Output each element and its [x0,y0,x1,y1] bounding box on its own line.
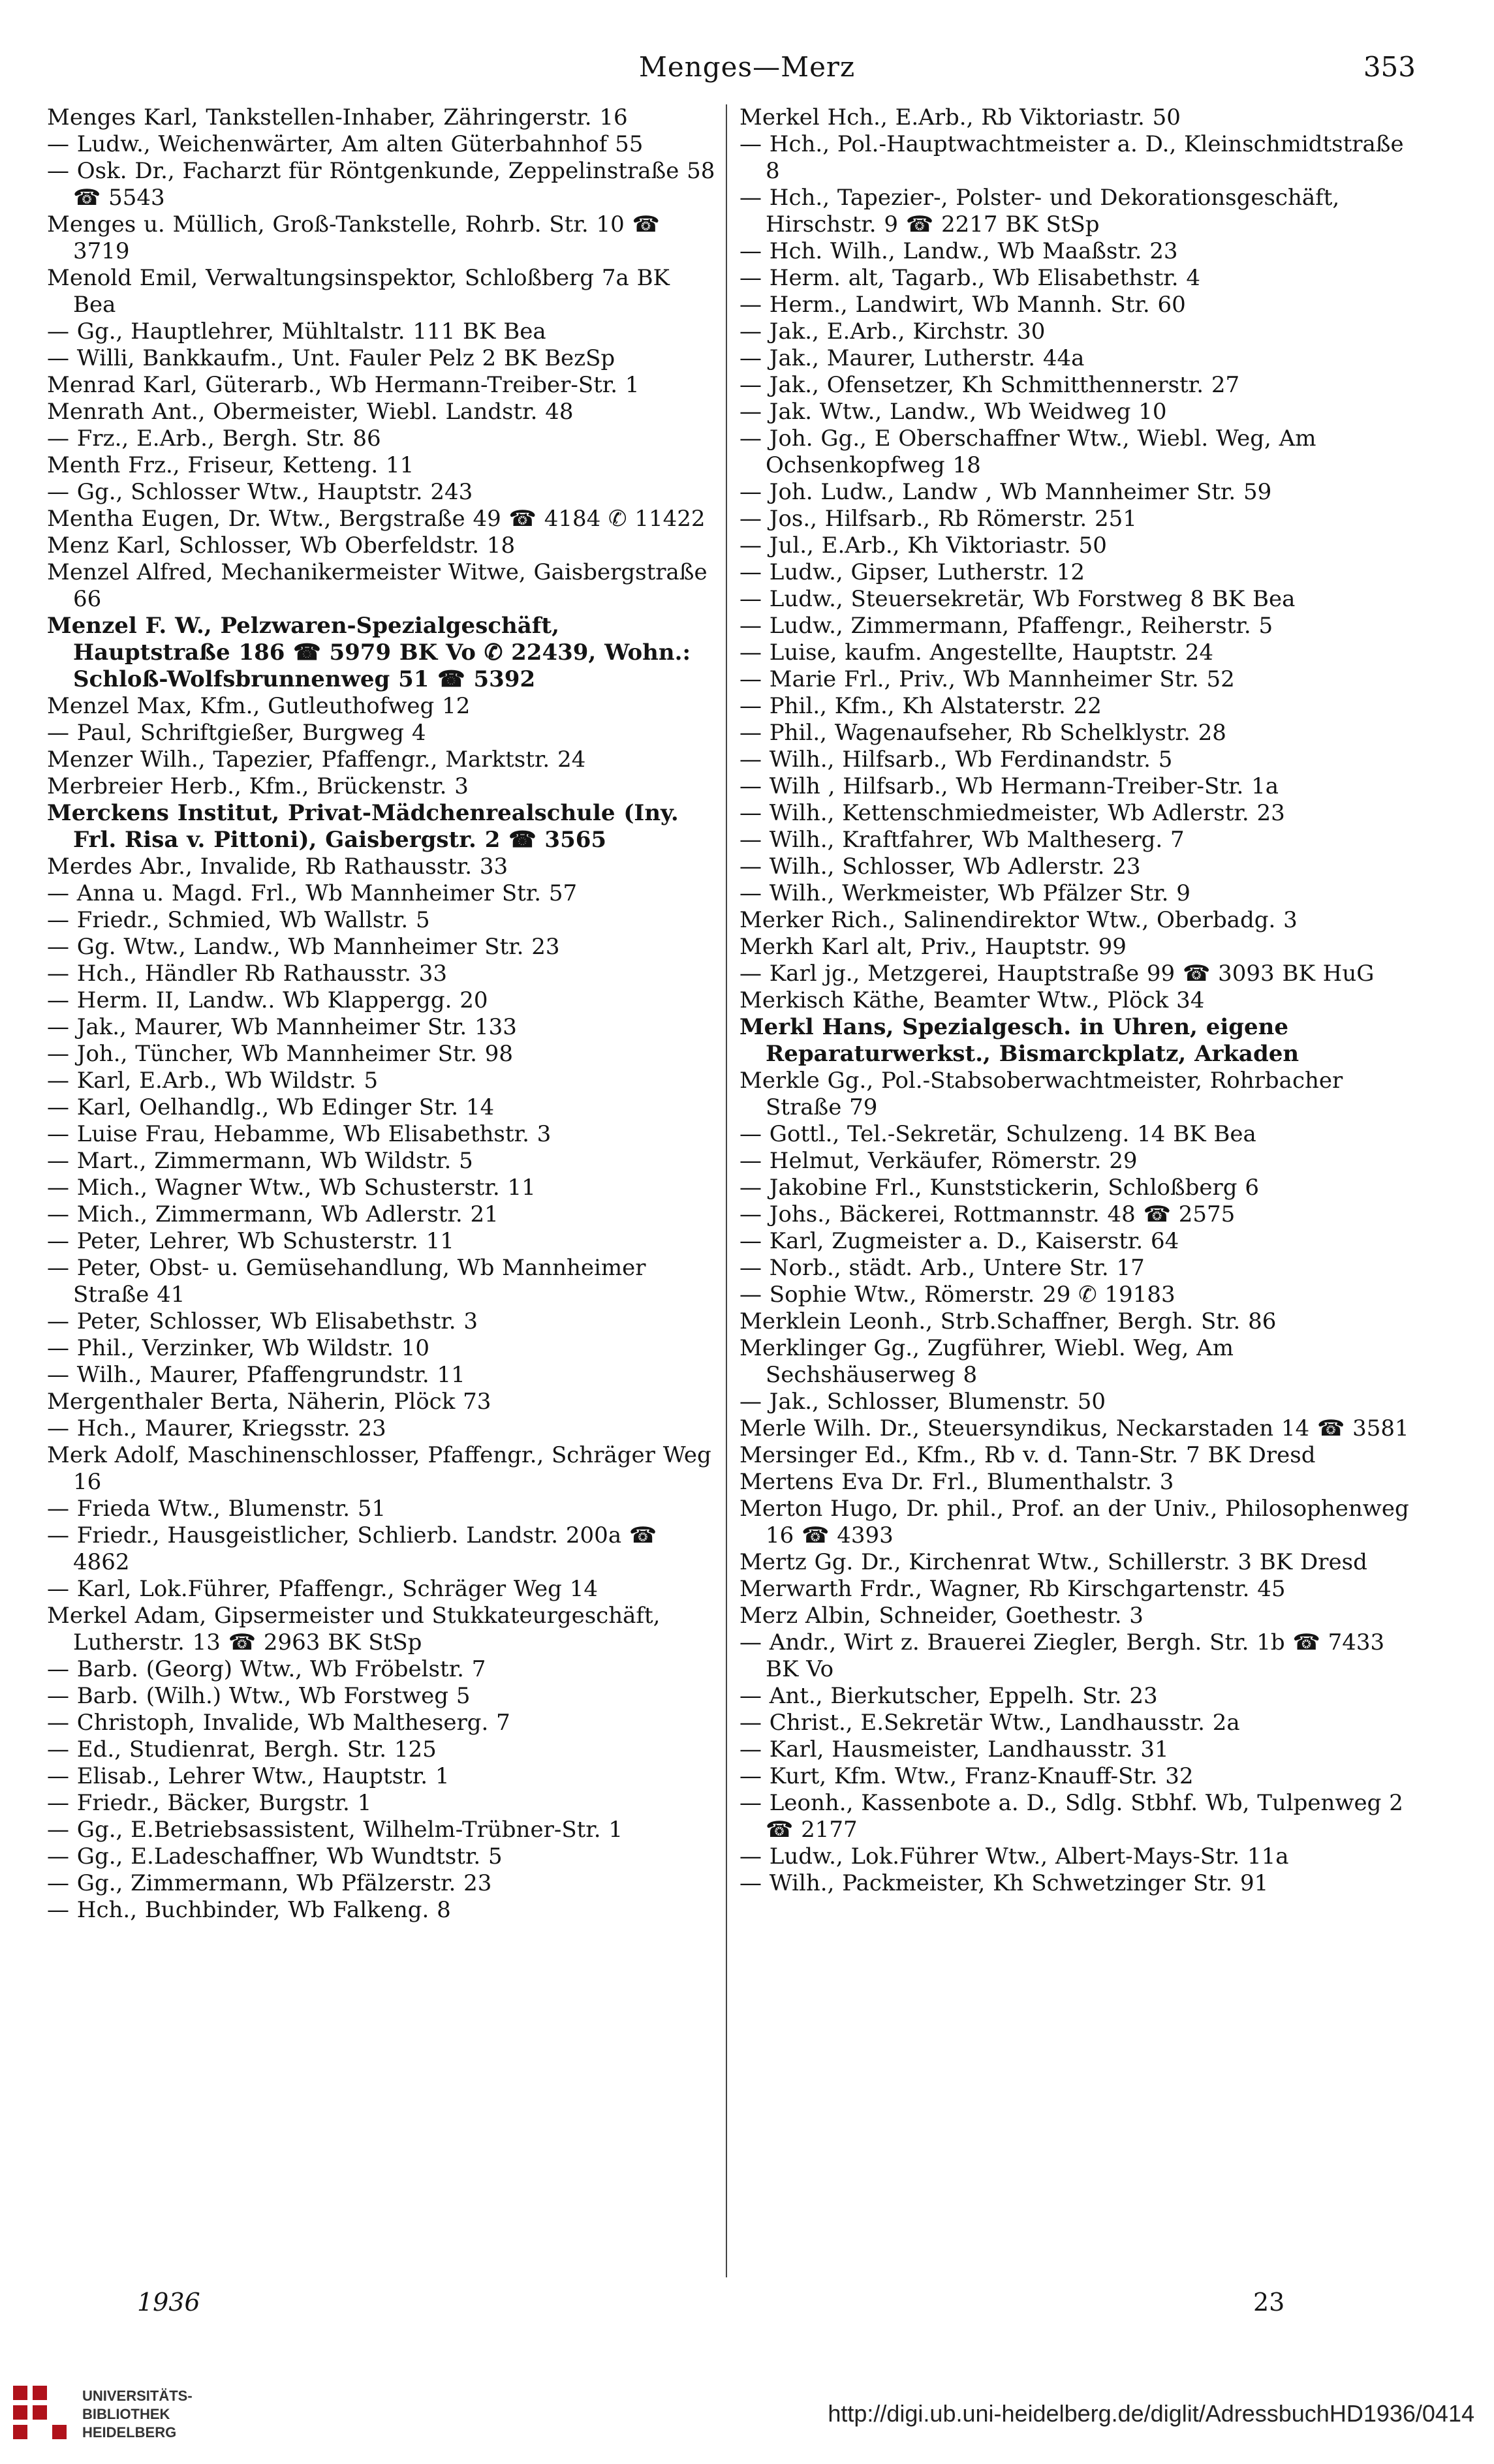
directory-entry: — Helmut, Verkäufer, Römerstr. 29 [739,1148,1138,1174]
directory-entry: Menth Frz., Friseur, Ketteng. 11 [47,452,414,478]
directory-entry: — Herm., Landwirt, Wb Mannh. Str. 60 [739,292,1186,318]
directory-entry: — Paul, Schriftgießer, Burgweg 4 [47,720,426,746]
directory-entry: Merkisch Käthe, Beamter Wtw., Plöck 34 [739,987,1205,1013]
directory-entry: — Wilh., Kraftfahrer, Wb Maltheserg. 7 [739,827,1185,853]
directory-entry: Mertz Gg. Dr., Kirchenrat Wtw., Schillerstr. 3 BK Dresd [739,1549,1367,1575]
directory-entry: — Ludw., Lok.Führer Wtw., Albert-Mays-Str. 11a [739,1843,1289,1870]
library-line-2: BIBLIOTHEK [82,2406,170,2422]
directory-entry: — Sophie Wtw., Römerstr. 29 ✆ 19183 [739,1282,1175,1308]
directory-entry: Merkle Gg., Pol.-Stabsoberwachtmeister, Rohrbacher Straße 79 [739,1068,1343,1120]
directory-entry: Mertens Eva Dr. Frl., Blumenthalstr. 3 [739,1469,1174,1495]
directory-entry: — Ludw., Steuersekretär, Wb Forstweg 8 BK Bea [739,586,1296,612]
directory-entry: — Karl, Hausmeister, Landhausstr. 31 [739,1736,1169,1763]
directory-entry: Menz Karl, Schlosser, Wb Oberfeldstr. 18 [47,532,516,559]
directory-entry: — Friedr., Schmied, Wb Wallstr. 5 [47,907,430,933]
directory-entry: — Herm. II, Landw.. Wb Klappergg. 20 [47,987,488,1013]
directory-entry: — Christoph, Invalide, Wb Maltheserg. 7 [47,1710,510,1736]
directory-entry: — Frieda Wtw., Blumenstr. 51 [47,1496,386,1522]
page-number: 353 [1363,51,1416,83]
directory-entry: — Leonh., Kassenbote a. D., Sdlg. Stbhf. Wb, Tulpenweg 2 ☎ 2177 [739,1790,1403,1843]
directory-entry: Merklein Leonh., Strb.Schaffner, Bergh. Str. 86 [739,1308,1277,1334]
directory-entry: — Andr., Wirt z. Brauerei Ziegler, Bergh. Str. 1b ☎ 7433 BK Vo [739,1629,1385,1682]
directory-entry: Merkel Adam, Gipsermeister und Stukkateurgeschäft, Lutherstr. 13 ☎ 2963 BK StSp [47,1603,661,1656]
directory-entry: — Luise Frau, Hebamme, Wb Elisabethstr. 3 [47,1121,552,1147]
digitization-bar [0,2343,1494,2464]
directory-entry: — Phil., Wagenaufseher, Rb Schelklystr. 28 [739,720,1226,746]
directory-entry: — Karl, Lok.Führer, Pfaffengr., Schräger Weg 14 [47,1576,599,1602]
directory-entry: Merz Albin, Schneider, Goethestr. 3 [739,1603,1144,1629]
directory-entry: — Jak., Schlosser, Blumenstr. 50 [739,1389,1106,1415]
directory-entry: — Peter, Schlosser, Wb Elisabethstr. 3 [47,1308,478,1334]
directory-entry: — Frz., E.Arb., Bergh. Str. 86 [47,425,381,452]
directory-entry: — Gg., Schlosser Wtw., Hauptstr. 243 [47,479,473,505]
directory-entry: — Barb. (Georg) Wtw., Wb Fröbelstr. 7 [47,1656,486,1682]
directory-entry: Merbreier Herb., Kfm., Brückenstr. 3 [47,773,469,799]
directory-entry: — Jak. Wtw., Landw., Wb Weidweg 10 [739,399,1167,425]
directory-entry: — Mich., Wagner Wtw., Wb Schusterstr. 11 [47,1175,536,1201]
directory-entry: — Ludw., Zimmermann, Pfaffengr., Reiherstr. 5 [739,613,1273,639]
directory-entry: — Osk. Dr., Facharzt für Röntgenkunde, Zeppelinstraße 58 ☎ 5543 [47,158,715,211]
running-title: Menges—Merz [638,51,856,83]
directory-entry: — Karl, E.Arb., Wb Wildstr. 5 [47,1068,379,1094]
directory-entry: — Wilh., Maurer, Pfaffengrundstr. 11 [47,1362,465,1388]
directory-entry: Merdes Abr., Invalide, Rb Rathausstr. 33 [47,854,508,880]
directory-entry: Mentha Eugen, Dr. Wtw., Bergstraße 49 ☎ 4184 ✆ 11422 [47,506,706,532]
right-column [739,104,1412,1897]
directory-entry: — Johs., Bäckerei, Rottmannstr. 48 ☎ 2575 [739,1201,1236,1227]
directory-entry: Merkh Karl alt, Priv., Hauptstr. 99 [739,934,1127,960]
directory-entry: — Marie Frl., Priv., Wb Mannheimer Str. 52 [739,666,1235,692]
directory-entry: — Luise, kaufm. Angestellte, Hauptstr. 24 [739,639,1214,666]
directory-entry: — Ludw., Weichenwärter, Am alten Güterbahnhof 55 [47,131,644,157]
directory-entry: — Wilh., Schlosser, Wb Adlerstr. 23 [739,854,1141,880]
footer-page: 23 [1253,2288,1285,2317]
directory-entry: — Hch., Buchbinder, Wb Falkeng. 8 [47,1897,451,1923]
directory-entry: — Jakobine Frl., Kunststickerin, Schloßberg 6 [739,1175,1259,1201]
directory-entry: Merklinger Gg., Zugführer, Wiebl. Weg, Am Sechshäuserweg 8 [739,1335,1234,1388]
library-name [82,2387,193,2442]
directory-entry: — Willi, Bankkaufm., Unt. Fauler Pelz 2 BK BezSp [47,345,615,371]
directory-entry: — Karl, Oelhandlg., Wb Edinger Str. 14 [47,1094,495,1120]
directory-entry: Merckens Institut, Privat-Mädchenrealschule (Iny. Frl. Risa v. Pittoni), Gaisbergstr. 2 ☎ 3565 [47,800,679,853]
directory-entry: — Gg., E.Ladeschaffner, Wb Wundtstr. 5 [47,1843,503,1870]
directory-entry: Merwarth Frdr., Wagner, Rb Kirschgartenstr. 45 [739,1576,1286,1602]
directory-entry: — Peter, Lehrer, Wb Schusterstr. 11 [47,1228,454,1254]
library-line-3: HEIDELBERG [82,2424,177,2441]
directory-entry: — Hch., Tapezier-, Polster- und Dekorationsgeschäft, Hirschstr. 9 ☎ 2217 BK StSp [739,185,1340,238]
directory-entry: — Friedr., Bäcker, Burgstr. 1 [47,1790,372,1816]
directory-entry: — Wilh., Packmeister, Kh Schwetzinger Str. 91 [739,1870,1269,1896]
source-url-link[interactable]: http://digi.ub.uni-heidelberg.de/diglit/AdressbuchHD1936/0414 [828,2400,1474,2427]
directory-entry: — Jak., Ofensetzer, Kh Schmitthennerstr. 27 [739,372,1240,398]
directory-entry: — Mart., Zimmermann, Wb Wildstr. 5 [47,1148,473,1174]
directory-entry: — Joh. Gg., E Oberschaffner Wtw., Wiebl. Weg, Am Ochsenkopfweg 18 [739,425,1316,478]
directory-entry: — Joh. Ludw., Landw , Wb Mannheimer Str. 59 [739,479,1272,505]
directory-entry: Menges u. Müllich, Groß-Tankstelle, Rohrb. Str. 10 ☎ 3719 [47,211,660,264]
directory-entry: Menold Emil, Verwaltungsinspektor, Schloßberg 7a BK Bea [47,265,670,318]
library-line-1: UNIVERSITÄTS- [82,2388,193,2404]
directory-entry: — Christ., E.Sekretär Wtw., Landhausstr. 2a [739,1710,1240,1736]
directory-entry: — Jos., Hilfsarb., Rb Römerstr. 251 [739,506,1137,532]
directory-entry: — Jak., Maurer, Wb Mannheimer Str. 133 [47,1014,517,1040]
directory-entry: — Jul., E.Arb., Kh Viktoriastr. 50 [739,532,1107,559]
directory-entry: — Hch., Händler Rb Rathausstr. 33 [47,961,447,987]
directory-entry: — Anna u. Magd. Frl., Wb Mannheimer Str. 57 [47,880,578,906]
directory-entry: — Barb. (Wilh.) Wtw., Wb Forstweg 5 [47,1683,471,1709]
directory-entry: — Phil., Verzinker, Wb Wildstr. 10 [47,1335,429,1361]
directory-entry: Menrad Karl, Güterarb., Wb Hermann-Treiber-Str. 1 [47,372,640,398]
directory-entry: — Elisab., Lehrer Wtw., Hauptstr. 1 [47,1763,450,1789]
directory-entry: Mergenthaler Berta, Näherin, Plöck 73 [47,1389,491,1415]
column-divider [726,104,727,2277]
directory-entry: — Wilh., Hilfsarb., Wb Ferdinandstr. 5 [739,747,1173,773]
directory-entry: — Peter, Obst- u. Gemüsehandlung, Wb Mannheimer Straße 41 [47,1255,646,1308]
directory-entry: Menzel F. W., Pelzwaren-Spezialgeschäft, Hauptstraße 186 ☎ 5979 BK Vo ✆ 22439, Wohn.: Schloß-Wolfsbrunnenweg 51 ☎ 5392 [47,613,691,692]
directory-entry: Menzel Max, Kfm., Gutleuthofweg 12 [47,693,471,719]
directory-entry: — Wilh , Hilfsarb., Wb Hermann-Treiber-Str. 1a [739,773,1279,799]
left-column [47,104,719,1924]
directory-entry: — Phil., Kfm., Kh Alstaterstr. 22 [739,693,1102,719]
directory-entry: Menrath Ant., Obermeister, Wiebl. Landstr. 48 [47,399,574,425]
directory-entry: — Gg. Wtw., Landw., Wb Mannheimer Str. 23 [47,934,560,960]
directory-entry: — Gg., Hauptlehrer, Mühltalstr. 111 BK Bea [47,318,546,345]
directory-entry: Merker Rich., Salinendirektor Wtw., Oberbadg. 3 [739,907,1298,933]
directory-entry: — Jak., E.Arb., Kirchstr. 30 [739,318,1046,345]
directory-entry: — Herm. alt, Tagarb., Wb Elisabethstr. 4 [739,265,1201,291]
directory-entry: — Gg., Zimmermann, Wb Pfälzerstr. 23 [47,1870,492,1896]
directory-entry: — Joh., Tüncher, Wb Mannheimer Str. 98 [47,1041,513,1067]
directory-entry: — Gottl., Tel.-Sekretär, Schulzeng. 14 BK Bea [739,1121,1256,1147]
directory-entry: Menges Karl, Tankstellen-Inhaber, Zähringerstr. 16 [47,104,628,131]
directory-entry: — Friedr., Hausgeistlicher, Schlierb. Landstr. 200a ☎ 4862 [47,1522,657,1575]
directory-entry: — Hch., Maurer, Kriegsstr. 23 [47,1415,386,1441]
directory-entry: Merkl Hans, Spezialgesch. in Uhren, eigene Reparaturwerkst., Bismarckplatz, Arkaden [739,1014,1299,1067]
directory-entry: — Hch. Wilh., Landw., Wb Maaßstr. 23 [739,238,1178,264]
directory-entry: — Hch., Pol.-Hauptwachtmeister a. D., Kleinschmidtstraße 8 [739,131,1404,184]
footer-year: 1936 [137,2288,200,2317]
directory-entry: — Jak., Maurer, Lutherstr. 44a [739,345,1085,371]
library-logo-icon [9,2382,74,2447]
directory-entry: Menzer Wilh., Tapezier, Pfaffengr., Marktstr. 24 [47,747,586,773]
directory-entry: Mersinger Ed., Kfm., Rb v. d. Tann-Str. 7 BK Dresd [739,1442,1316,1468]
directory-entry: — Ludw., Gipser, Lutherstr. 12 [739,559,1085,585]
directory-entry: — Norb., städt. Arb., Untere Str. 17 [739,1255,1145,1281]
directory-entry: Merton Hugo, Dr. phil., Prof. an der Univ., Philosophenweg 16 ☎ 4393 [739,1496,1409,1548]
directory-entry: — Ed., Studienrat, Bergh. Str. 125 [47,1736,437,1763]
page-header [0,51,1494,90]
directory-entry: Merle Wilh. Dr., Steuersyndikus, Neckarstaden 14 ☎ 3581 [739,1415,1409,1441]
directory-entry: — Kurt, Kfm. Wtw., Franz-Knauff-Str. 32 [739,1763,1194,1789]
directory-entry: — Wilh., Kettenschmiedmeister, Wb Adlerstr. 23 [739,800,1285,826]
directory-entry: — Karl, Zugmeister a. D., Kaiserstr. 64 [739,1228,1179,1254]
directory-entry: — Karl jg., Metzgerei, Hauptstraße 99 ☎ 3093 BK HuG [739,961,1375,987]
directory-entry: Merk Adolf, Maschinenschlosser, Pfaffengr., Schräger Weg 16 [47,1442,711,1495]
directory-entry: Merkel Hch., E.Arb., Rb Viktoriastr. 50 [739,104,1181,131]
directory-entry: — Gg., E.Betriebsassistent, Wilhelm-Trübner-Str. 1 [47,1817,623,1843]
directory-entry: — Ant., Bierkutscher, Eppelh. Str. 23 [739,1683,1158,1709]
directory-entry: — Wilh., Werkmeister, Wb Pfälzer Str. 9 [739,880,1191,906]
directory-entry: Menzel Alfred, Mechanikermeister Witwe, Gaisbergstraße 66 [47,559,708,612]
directory-entry: — Mich., Zimmermann, Wb Adlerstr. 21 [47,1201,499,1227]
